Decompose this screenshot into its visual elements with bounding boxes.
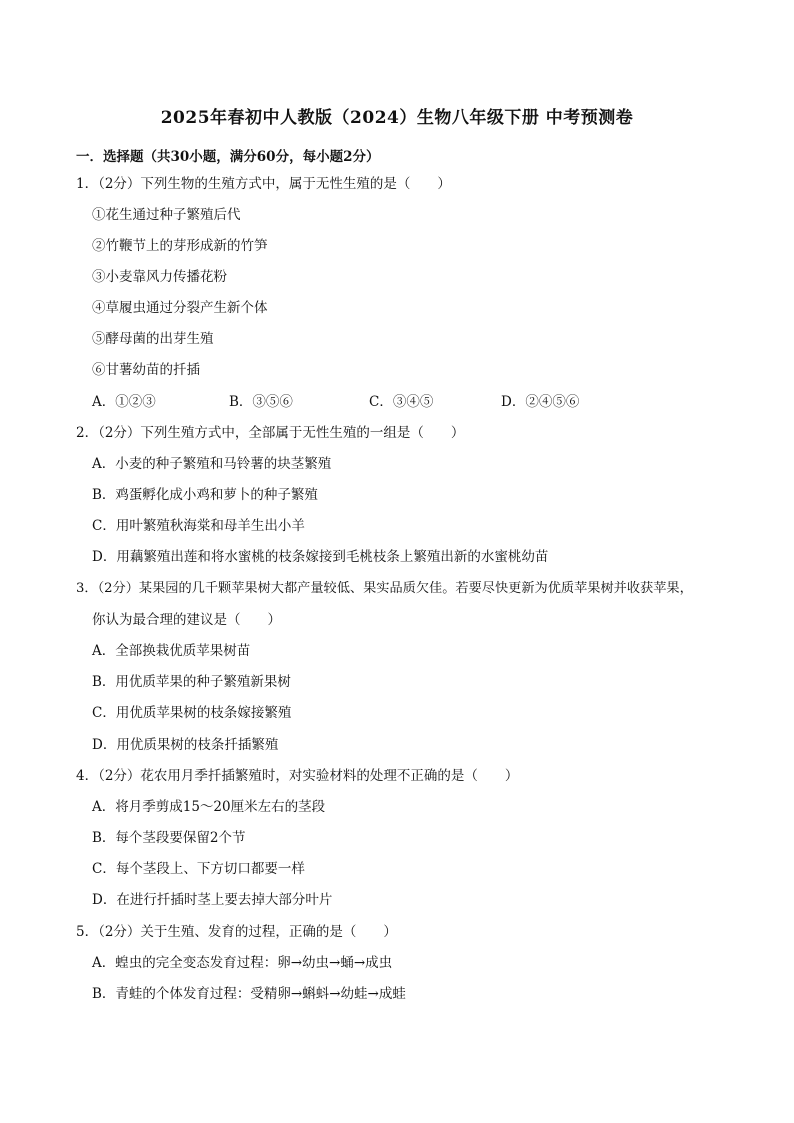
question-3-option-b: B．用优质苹果的种子繁殖新果树: [92, 674, 291, 690]
choice-d: D．②④⑤⑥: [501, 394, 580, 410]
question-1-item: ②竹鞭节上的芽形成新的竹笋: [92, 238, 268, 254]
question-4-option-c: C．每个茎段上、下方切口都要一样: [92, 861, 305, 877]
question-1-stem: 1．（2分）下列生物的生殖方式中，属于无性生殖的是（ ）: [76, 176, 451, 192]
choice-b: B．③⑤⑥: [229, 394, 293, 410]
question-3-option-d: D．用优质果树的枝条扦插繁殖: [92, 737, 279, 753]
question-1-item: ⑥甘薯幼苗的扦插: [92, 362, 200, 378]
question-2-option-b: B．鸡蛋孵化成小鸡和萝卜的种子繁殖: [92, 487, 318, 503]
question-5-option-b: B．青蛙的个体发育过程：受精卵→蝌蚪→幼蛙→成蛙: [92, 986, 406, 1002]
question-5-stem: 5．（2分）关于生殖、发育的过程，正确的是（ ）: [76, 924, 397, 940]
question-3-stem: 3．（2分）某果园的几千颗苹果树大都产量较低、果实品质欠佳。若要尽快更新为优质苹果树并收获苹果，: [76, 581, 693, 596]
question-4-stem: 4．（2分）花农用月季扦插繁殖时，对实验材料的处理不正确的是（ ）: [76, 768, 519, 784]
choice-c: C．③④⑤: [369, 394, 434, 410]
question-1-item: ①花生通过种子繁殖后代: [92, 207, 241, 223]
question-2-stem: 2．（2分）下列生殖方式中，全部属于无性生殖的一组是（ ）: [76, 425, 465, 441]
page-title: 2025年春初中人教版（2024）生物八年级下册 中考预测卷: [160, 108, 634, 128]
question-3-option-a: A．全部换栽优质苹果树苗: [92, 643, 251, 659]
question-4-option-a: A．将月季剪成15～20厘米左右的茎段: [92, 799, 326, 815]
question-2-option-c: C．用叶繁殖秋海棠和母羊生出小羊: [92, 518, 305, 534]
question-4-option-b: B．每个茎段要保留2个节: [92, 830, 246, 846]
question-2-option-a: A．小麦的种子繁殖和马铃薯的块茎繁殖: [92, 456, 332, 472]
question-1-item: ③小麦靠风力传播花粉: [92, 269, 227, 285]
question-2-option-d: D．用藕繁殖出莲和将水蜜桃的枝条嫁接到毛桃枝条上繁殖出新的水蜜桃幼苗: [92, 549, 549, 565]
question-3-stem-continued: 你认为最合理的建议是（ ）: [92, 612, 281, 628]
question-3-option-c: C．用优质苹果树的枝条嫁接繁殖: [92, 705, 292, 721]
section-heading: 一．选择题（共30小题，满分60分，每小题2分）: [76, 149, 380, 165]
question-1-item: ④草履虫通过分裂产生新个体: [92, 300, 268, 316]
question-4-option-d: D．在进行扦插时茎上要去掉大部分叶片: [92, 892, 333, 908]
question-1-item: ⑤酵母菌的出芽生殖: [92, 331, 214, 347]
choice-a: A．①②③: [92, 394, 156, 410]
question-5-option-a: A．蝗虫的完全变态发育过程：卵→幼虫→蛹→成虫: [92, 955, 393, 971]
